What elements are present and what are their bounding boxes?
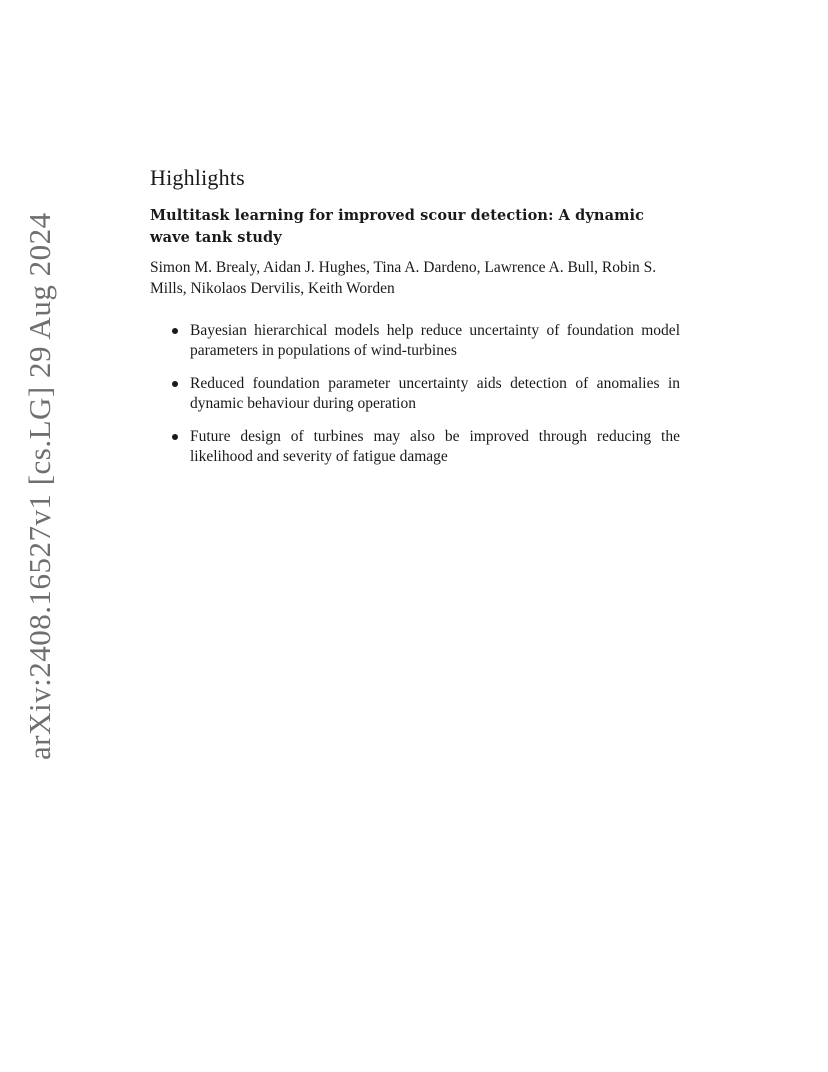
highlight-text: Reduced foundation parameter uncertainty aids detection of anomalies in dynamic behaviour during operation — [190, 375, 680, 412]
bullet-icon — [172, 434, 178, 440]
paper-title: Multitask learning for improved scour detection: A dynamic wave tank study — [150, 207, 645, 246]
highlights-list — [150, 321, 680, 466]
highlight-item — [172, 427, 680, 466]
bullet-icon — [172, 328, 178, 334]
highlight-item — [172, 321, 680, 360]
highlight-item — [172, 374, 680, 413]
highlights-section — [150, 165, 680, 480]
arxiv-identifier-stamp: arXiv:2408.16527v1 [cs.LG] 29 Aug 2024 — [22, 212, 57, 760]
highlights-heading: Highlights — [150, 165, 245, 190]
author-list: Simon M. Brealy, Aidan J. Hughes, Tina A. Dardeno, Lawrence A. Bull, Robin S. Mills, Nikolaos Dervilis, Keith Worden — [150, 259, 657, 297]
highlight-text: Bayesian hierarchical models help reduce uncertainty of foundation model parameters in populations of wind-turbines — [190, 322, 680, 359]
bullet-icon — [172, 381, 178, 387]
highlight-text: Future design of turbines may also be improved through reducing the likelihood and severity of fatigue damage — [190, 428, 680, 465]
